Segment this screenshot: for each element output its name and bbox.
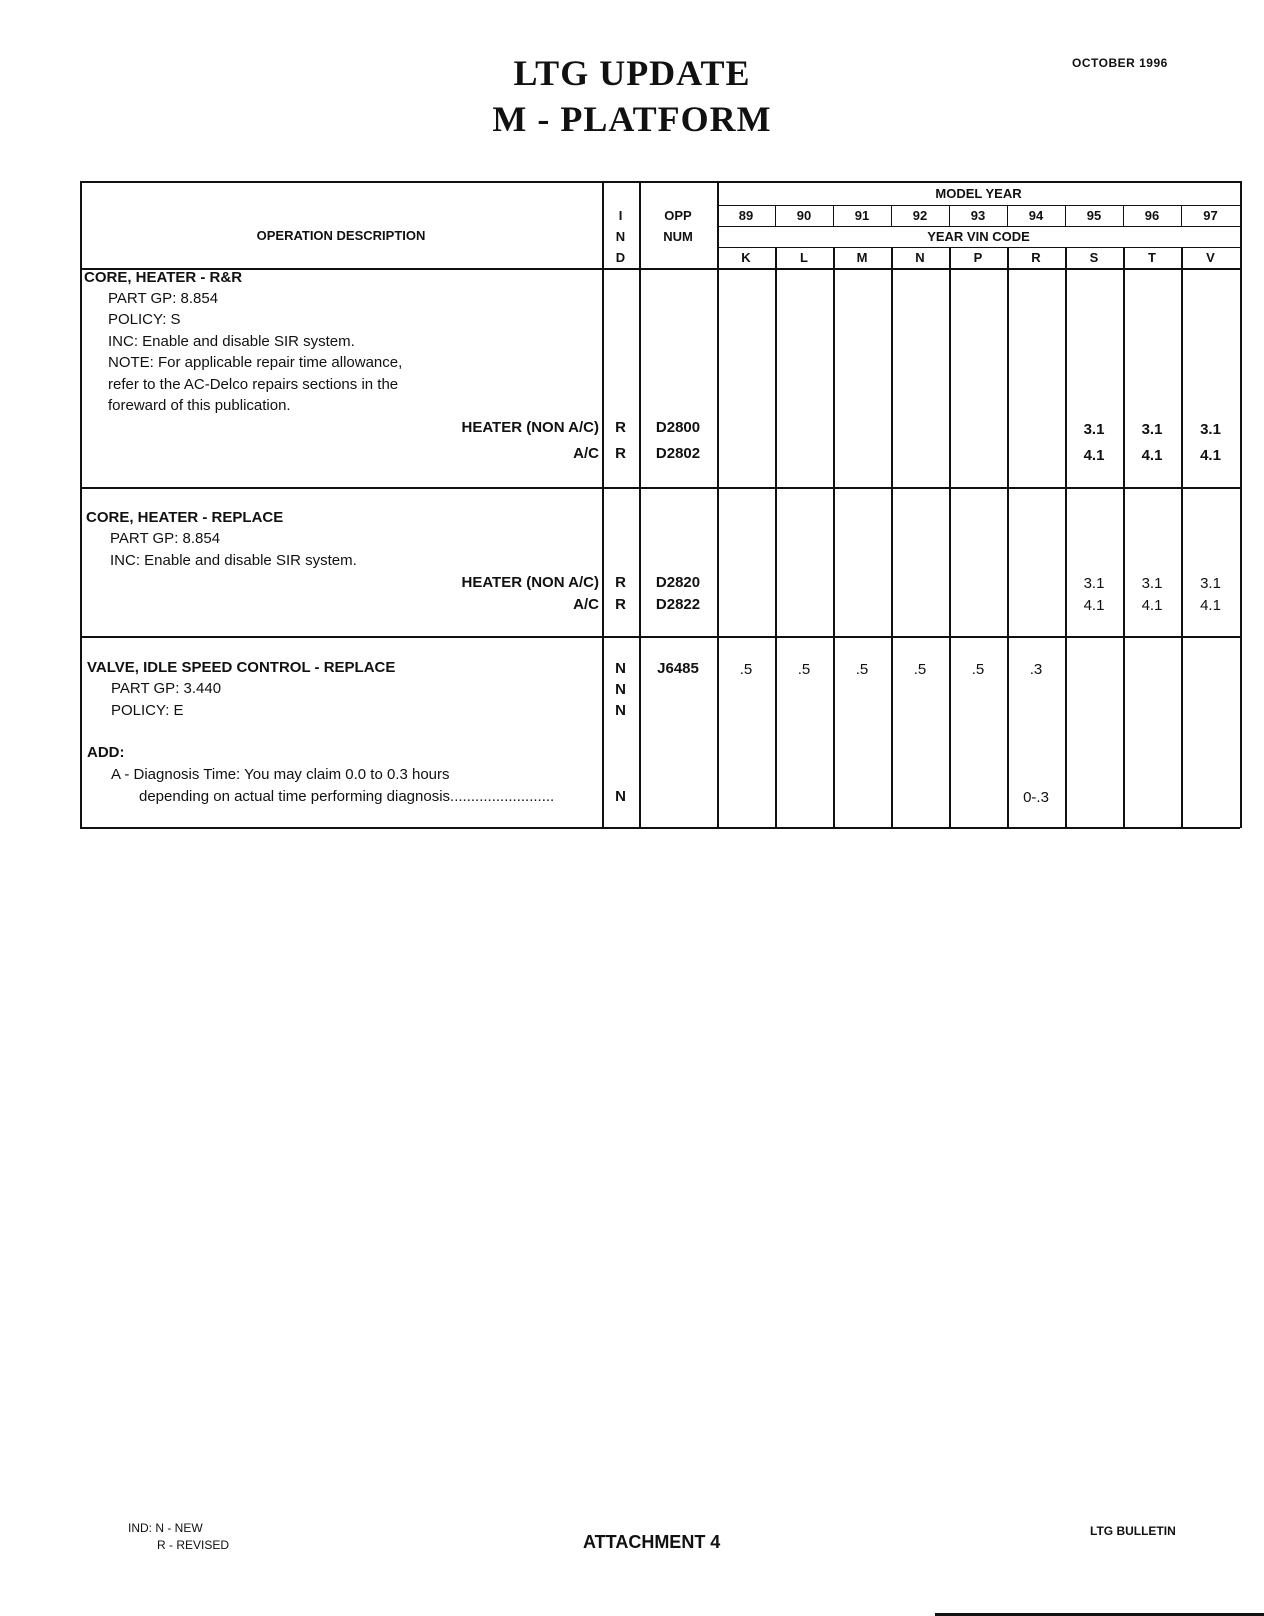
vin-code-header: R (1031, 250, 1041, 265)
section-line: NOTE: For applicable repair time allowance, (108, 354, 403, 371)
table-right-border (1240, 181, 1242, 828)
item-ind: R (615, 574, 626, 591)
years-divider (717, 226, 1240, 227)
add-value-94: 0-.3 (1023, 789, 1049, 806)
section-title: CORE, HEATER - R&R (84, 269, 243, 286)
vin-code-header: K (741, 250, 751, 265)
year-header: 93 (970, 208, 986, 223)
item-value-96: 3.1 (1141, 421, 1163, 438)
item-ind: N (615, 681, 626, 698)
add-ind: N (615, 788, 626, 805)
year-header: 97 (1203, 208, 1218, 223)
page-title-line2: M - PLATFORM (492, 99, 772, 139)
ind-legend-revised: R - REVISED (157, 1538, 230, 1552)
section-line: PART GP: 3.440 (111, 680, 222, 697)
item-opp: D2820 (655, 574, 701, 591)
year-col-divider (1123, 247, 1125, 828)
vin-code-header: L (800, 250, 808, 265)
item-ind: N (615, 702, 626, 719)
item-value-96: 4.1 (1141, 447, 1163, 464)
section-line: POLICY: E (111, 702, 184, 719)
vin-code-header: M (856, 250, 868, 265)
ind-header-d: D (615, 250, 626, 265)
item-ind: R (615, 419, 626, 436)
table-left-border (80, 181, 82, 828)
opp-header-line2: NUM (663, 229, 693, 244)
vin-divider (717, 247, 1240, 248)
vin-code-header: N (915, 250, 925, 265)
section-title: VALVE, IDLE SPEED CONTROL - REPLACE (87, 659, 396, 676)
section-line: PART GP: 8.854 (110, 530, 221, 547)
attachment-label: ATTACHMENT 4 (583, 1532, 721, 1552)
item-opp: J6485 (657, 660, 699, 677)
desc-ind-divider (602, 181, 604, 828)
year-header: 95 (1086, 208, 1102, 223)
page-title-line1: LTG UPDATE (513, 53, 751, 93)
item-value-96: 3.1 (1141, 575, 1163, 592)
ind-header-n: N (615, 229, 626, 244)
item-ind: R (615, 596, 626, 613)
document-date: OCTOBER 1996 (1072, 56, 1168, 70)
item-label: HEATER (NON A/C) (461, 574, 599, 591)
vin-code-header: V (1206, 250, 1215, 265)
year-vin-code-header: YEAR VIN CODE (927, 229, 1030, 244)
year-header: 96 (1144, 208, 1160, 223)
opp-header-line1: OPP (664, 208, 692, 223)
ind-opp-divider (639, 181, 641, 828)
year-header: 92 (912, 208, 928, 223)
model-year-header: MODEL YEAR (935, 186, 1022, 201)
item-value-97: 4.1 (1200, 597, 1221, 614)
year-col-divider (949, 247, 951, 828)
year-header: 91 (854, 208, 870, 223)
section-line: refer to the AC-Delco repairs sections in the (108, 376, 399, 393)
item-value-97: 4.1 (1200, 447, 1221, 464)
year-col-divider (1065, 247, 1067, 828)
item-value-89: .5 (739, 661, 753, 678)
table-top-border (80, 181, 1240, 183)
year-col-divider (1181, 247, 1183, 828)
year-header: 89 (738, 208, 754, 223)
year-col-divider (833, 247, 835, 828)
item-value-90: .5 (797, 661, 811, 678)
add-line: A - Diagnosis Time: You may claim 0.0 to 0.3 hours (111, 766, 450, 783)
vin-code-header: S (1089, 250, 1099, 265)
add-label: ADD: (87, 744, 125, 761)
item-value-95: 4.1 (1083, 597, 1105, 614)
item-value-93: .5 (971, 661, 985, 678)
ind-legend-new: IND: N - NEW (128, 1521, 203, 1535)
operation-description-header: OPERATION DESCRIPTION (256, 228, 426, 243)
item-value-95: 4.1 (1083, 447, 1105, 464)
item-value-97: 3.1 (1200, 575, 1221, 592)
item-label: A/C (573, 445, 599, 462)
item-value-92: .5 (913, 661, 927, 678)
vin-code-header: T (1148, 250, 1156, 265)
item-value-95: 3.1 (1083, 421, 1105, 438)
model-year-divider (717, 205, 1240, 206)
item-value-94: .3 (1029, 661, 1043, 678)
item-opp: D2822 (655, 596, 701, 613)
item-value-95: 3.1 (1083, 575, 1105, 592)
section-line: foreward of this publication. (108, 397, 291, 414)
year-header: 94 (1028, 208, 1044, 223)
section-title: CORE, HEATER - REPLACE (86, 509, 284, 526)
ind-header-i: I (618, 208, 623, 223)
bulletin-label: LTG BULLETIN (1090, 1524, 1176, 1538)
section-line: INC: Enable and disable SIR system. (108, 333, 355, 350)
item-ind: R (615, 445, 626, 462)
item-opp: D2802 (655, 445, 701, 462)
item-opp: D2800 (655, 419, 701, 436)
item-label: HEATER (NON A/C) (461, 419, 599, 436)
section-line: PART GP: 8.854 (108, 290, 219, 307)
year-col-divider (891, 247, 893, 828)
year-header: 90 (796, 208, 812, 223)
year-col-divider (775, 247, 777, 828)
section-line: INC: Enable and disable SIR system. (110, 552, 357, 569)
item-value-96: 4.1 (1141, 597, 1163, 614)
opp-year-divider (717, 181, 719, 828)
item-label: A/C (573, 596, 599, 613)
add-line: depending on actual time performing diagnosis......................... (139, 788, 555, 805)
section-line: POLICY: S (108, 311, 181, 328)
item-value-97: 3.1 (1200, 421, 1221, 438)
vin-code-header: P (973, 250, 983, 265)
item-ind: N (615, 660, 626, 677)
item-value-91: .5 (855, 661, 869, 678)
year-col-divider (1007, 247, 1009, 828)
